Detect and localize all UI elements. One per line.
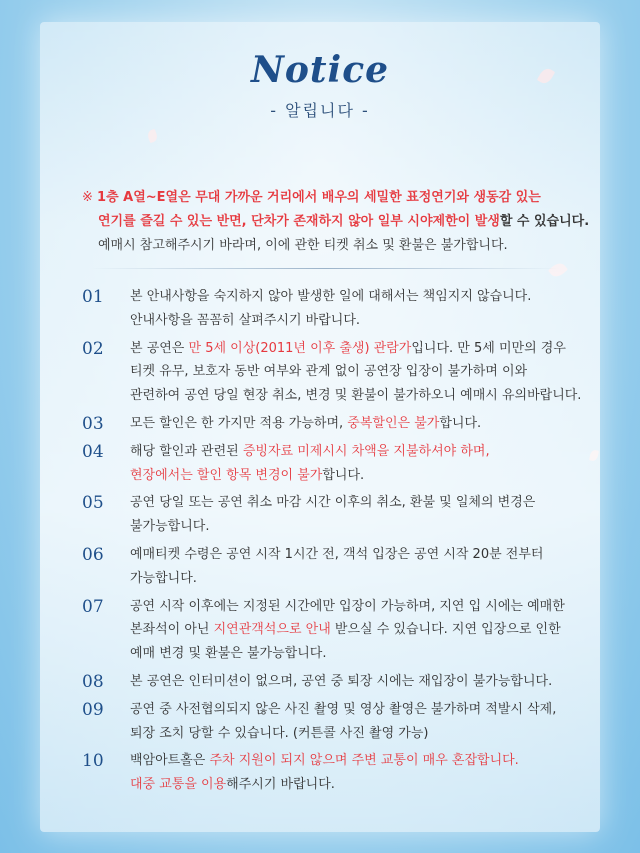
notice-header	[0, 50, 640, 121]
item-number: 03	[82, 413, 104, 434]
notice-title: Notice	[250, 49, 390, 91]
notice-list	[82, 285, 582, 801]
divider	[90, 268, 560, 269]
list-item: 10 백암아트홀은 주차 지원이 되지 않으며 주변 교통이 매우 혼잡합니다. 대중 교통을 이용해주시기 바랍니다.	[82, 751, 519, 793]
warning-line-1: ※ 1층 A열~E열은 무대 가까운 거리에서 배우의 세밀한 표정연기와 생동감 있는	[82, 190, 541, 205]
item-number: 07	[82, 596, 104, 617]
item-number: 08	[82, 671, 104, 692]
list-item: 04 해당 할인과 관련된 증빙자료 미제시시 차액을 지불하셔야 하며, 현장에서는 할인 항목 변경이 불가합니다.	[82, 441, 490, 483]
seat-warning	[82, 186, 590, 258]
item-number: 09	[82, 699, 104, 720]
item-number: 02	[82, 338, 104, 359]
list-item: 08 본 공연은 인터미션이 없으며, 공연 중 퇴장 시에는 재입장이 불가능합니다.	[82, 671, 553, 692]
warning-line-3: 예매시 참고해주시기 바라며, 이에 관한 티켓 취소 및 환불은 불가합니다.	[98, 238, 508, 253]
list-item: 02 본 공연은 만 5세 이상(2011년 이후 출생) 관람가입니다. 만 5세 미만의 경우 티켓 유무, 보호자 동반 여부와 관계 없이 공연장 입장이 불가하며 이와 관련하여 공연 당일 현장 취소, 변경 및 환불이 불가하오니 예매시 유의바랍니다.	[82, 338, 582, 404]
list-item: 06 예매티켓 수령은 공연 시작 1시간 전, 객석 입장은 공연 시작 20분 전부터 가능합니다.	[82, 544, 544, 586]
list-item: 01 본 안내사항을 숙지하지 않아 발생한 일에 대해서는 책임지지 않습니다. 안내사항을 꼼꼼히 살펴주시기 바랍니다.	[82, 287, 532, 328]
item-number: 05	[82, 493, 104, 514]
list-item: 05 공연 당일 또는 공연 취소 마감 시간 이후의 취소, 환불 및 일체의 변경은 불가능합니다.	[82, 493, 536, 535]
item-number: 10	[82, 751, 104, 772]
item-number: 04	[82, 441, 104, 462]
item-number: 06	[82, 544, 104, 565]
list-item: 03 모든 할인은 한 가지만 적용 가능하며, 중복할인은 불가합니다.	[82, 413, 482, 434]
warning-line-2: 연기를 즐길 수 있는 반면, 단차가 존재하지 않아 일부 시야제한이 발생할 수 있습니다.	[98, 214, 590, 229]
list-item: 07 공연 시작 이후에는 지정된 시간에만 입장이 가능하며, 지연 입 시에는 예매한 본좌석이 아닌 지연관객석으로 안내 받으실 수 있습니다. 지연 입장으로 인한 예매 변경 및 환불은 불가능합니다.	[82, 596, 565, 662]
notice-subtitle: - 알립니다 -	[270, 101, 370, 120]
item-number: 01	[82, 287, 104, 307]
list-item: 09 공연 중 사전협의되지 않은 사진 촬영 및 영상 촬영은 불가하며 적발시 삭제, 퇴장 조치 당할 수 있습니다. (커튼콜 사진 촬영 가능)	[82, 699, 557, 741]
